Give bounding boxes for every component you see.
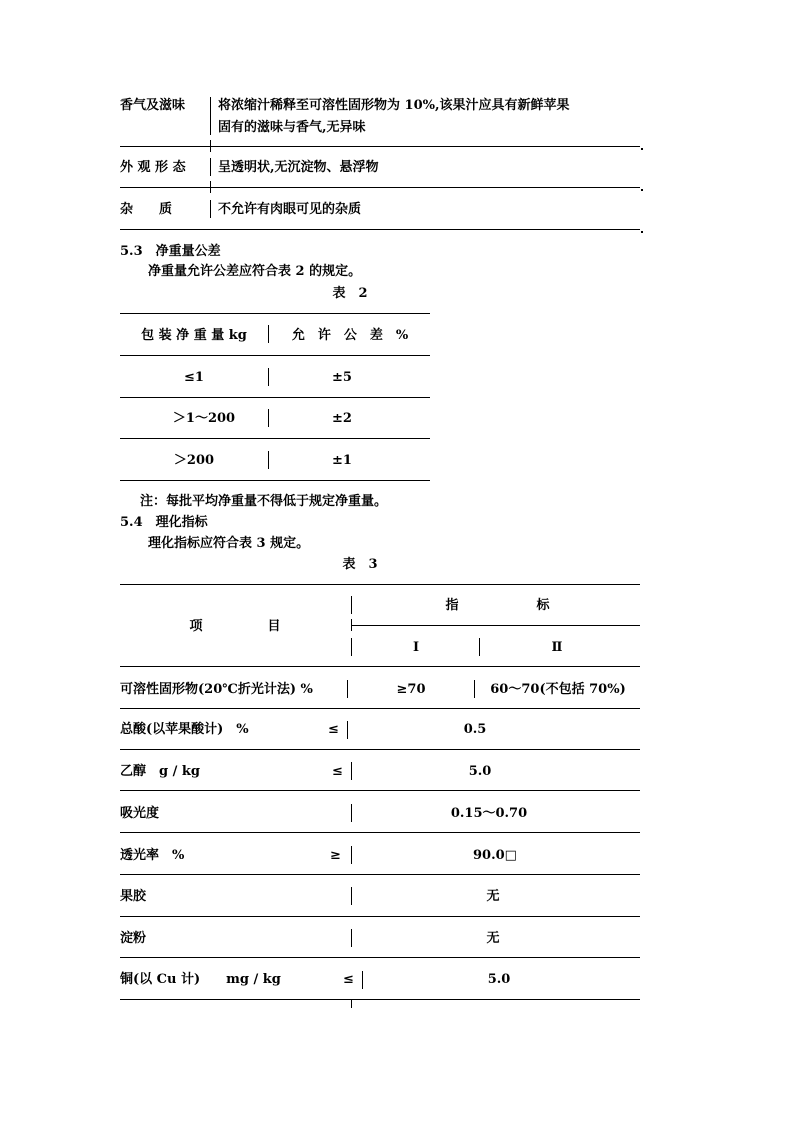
row-label-impurity: 杂 质 [120,202,173,217]
row-rule [120,790,640,791]
column-divider [268,409,269,427]
header-index: 指 标 [445,598,550,613]
cell-value: 无 [486,931,500,946]
row-text-appearance: 呈透明状,无沉淀物、悬浮物 [218,160,379,175]
column-divider-tick [351,999,352,1008]
column-divider [474,680,475,698]
row-rule [120,146,640,147]
row-item-total-acid: 总酸(以苹果酸计) % [120,722,249,737]
column-divider [351,887,352,905]
table-2-title: 表 2 [332,286,368,301]
section-intro-5-4: 理化指标应符合表 3 规定。 [148,536,310,551]
dot-mark [641,189,643,191]
table-3-title: 表 3 [342,557,378,572]
row-item-pectin: 果胶 [120,889,147,904]
cell-value: 0.5 [463,722,487,737]
section-heading-5-4: 5.4 理化指标 [120,515,208,530]
row-label-appearance: 外 观 形 态 [120,160,186,175]
dot-mark [641,148,643,150]
header-tolerance: 允 许 公 差 % [291,328,409,343]
cell-value: 0.15～0.70 [450,806,528,821]
cell-weight: ＞200 [173,453,215,468]
table-bottom-rule [120,480,430,481]
column-divider [362,971,363,989]
row-text-aroma-line2: 固有的滋味与香气,无异味 [218,120,366,135]
column-divider [351,638,352,656]
cell-tolerance: ±5 [332,370,352,385]
column-divider [347,721,348,739]
row-rule [120,957,640,958]
header-grade-2: Ⅱ [551,640,563,655]
column-divider [268,325,269,343]
column-divider [210,200,211,218]
column-divider [479,638,480,656]
header-grade-1: Ⅰ [412,640,420,655]
row-rule [120,229,640,230]
row-rule [120,749,640,750]
row-rule [120,187,640,188]
row-item-soluble-solids: 可溶性固形物(20℃折光计法) % [120,682,313,697]
row-rule [120,397,430,398]
column-divider [210,97,211,135]
row-label-aroma: 香气及滋味 [120,98,186,113]
header-net-weight: 包 装 净 重 量 kg [141,328,247,343]
comparator-symbol: ≤ [332,764,343,779]
column-divider [351,929,352,947]
column-divider [347,680,348,698]
row-rule [120,355,430,356]
row-rule [120,438,430,439]
table-top-rule [120,313,430,314]
table-2-note: 注：每批平均净重量不得低于规定净重量。 [140,494,388,509]
cell-value: 5.0 [468,764,492,779]
header-sub-rule [351,625,640,626]
cell-weight: ≤1 [184,370,204,385]
comparator-symbol: ≤ [328,722,339,737]
header-item: 项 目 [189,619,281,634]
row-item-starch: 淀粉 [120,931,147,946]
column-divider-tick [210,140,211,152]
row-item-transmittance: 透光率 % [120,848,185,863]
row-rule [120,708,640,709]
row-item-copper: 铜(以 Cu 计) mg / kg [120,972,281,987]
table-bottom-rule [120,999,640,1000]
column-divider [351,846,352,864]
row-item-ethanol: 乙醇 g / kg [120,764,200,779]
column-divider [351,596,352,614]
comparator-symbol: ≤ [343,972,354,987]
row-text-aroma-line1: 将浓缩汁稀释至可溶性固形物为 10%,该果汁应具有新鲜苹果 [218,98,570,113]
cell-tolerance: ±1 [332,453,352,468]
row-item-absorbance: 吸光度 [120,806,160,821]
cell-value: 5.0 [487,972,511,987]
column-divider-tick [351,619,352,631]
column-divider [268,368,269,386]
cell-tolerance: ±2 [332,411,352,426]
cell-value: 90.0□ [473,848,517,863]
cell-grade-1-value: ≥70 [396,682,426,697]
section-heading-5-3: 5.3 净重量公差 [120,244,221,259]
column-divider [210,158,211,176]
row-rule [120,874,640,875]
cell-value: 无 [486,889,500,904]
table-top-rule [120,584,640,585]
row-rule [120,916,640,917]
row-rule [120,832,640,833]
column-divider [268,451,269,469]
dot-mark [641,231,643,233]
column-divider [351,804,352,822]
section-intro-5-3: 净重量允许公差应符合表 2 的规定。 [148,264,362,279]
column-divider [351,762,352,780]
column-divider-tick [210,181,211,193]
cell-grade-2-value: 60～70(不包括 70%) [490,682,626,697]
row-text-impurity: 不允许有肉眼可见的杂质 [218,202,362,217]
row-rule [120,666,640,667]
comparator-symbol: ≥ [330,848,341,863]
cell-weight: ＞1～200 [172,411,236,426]
